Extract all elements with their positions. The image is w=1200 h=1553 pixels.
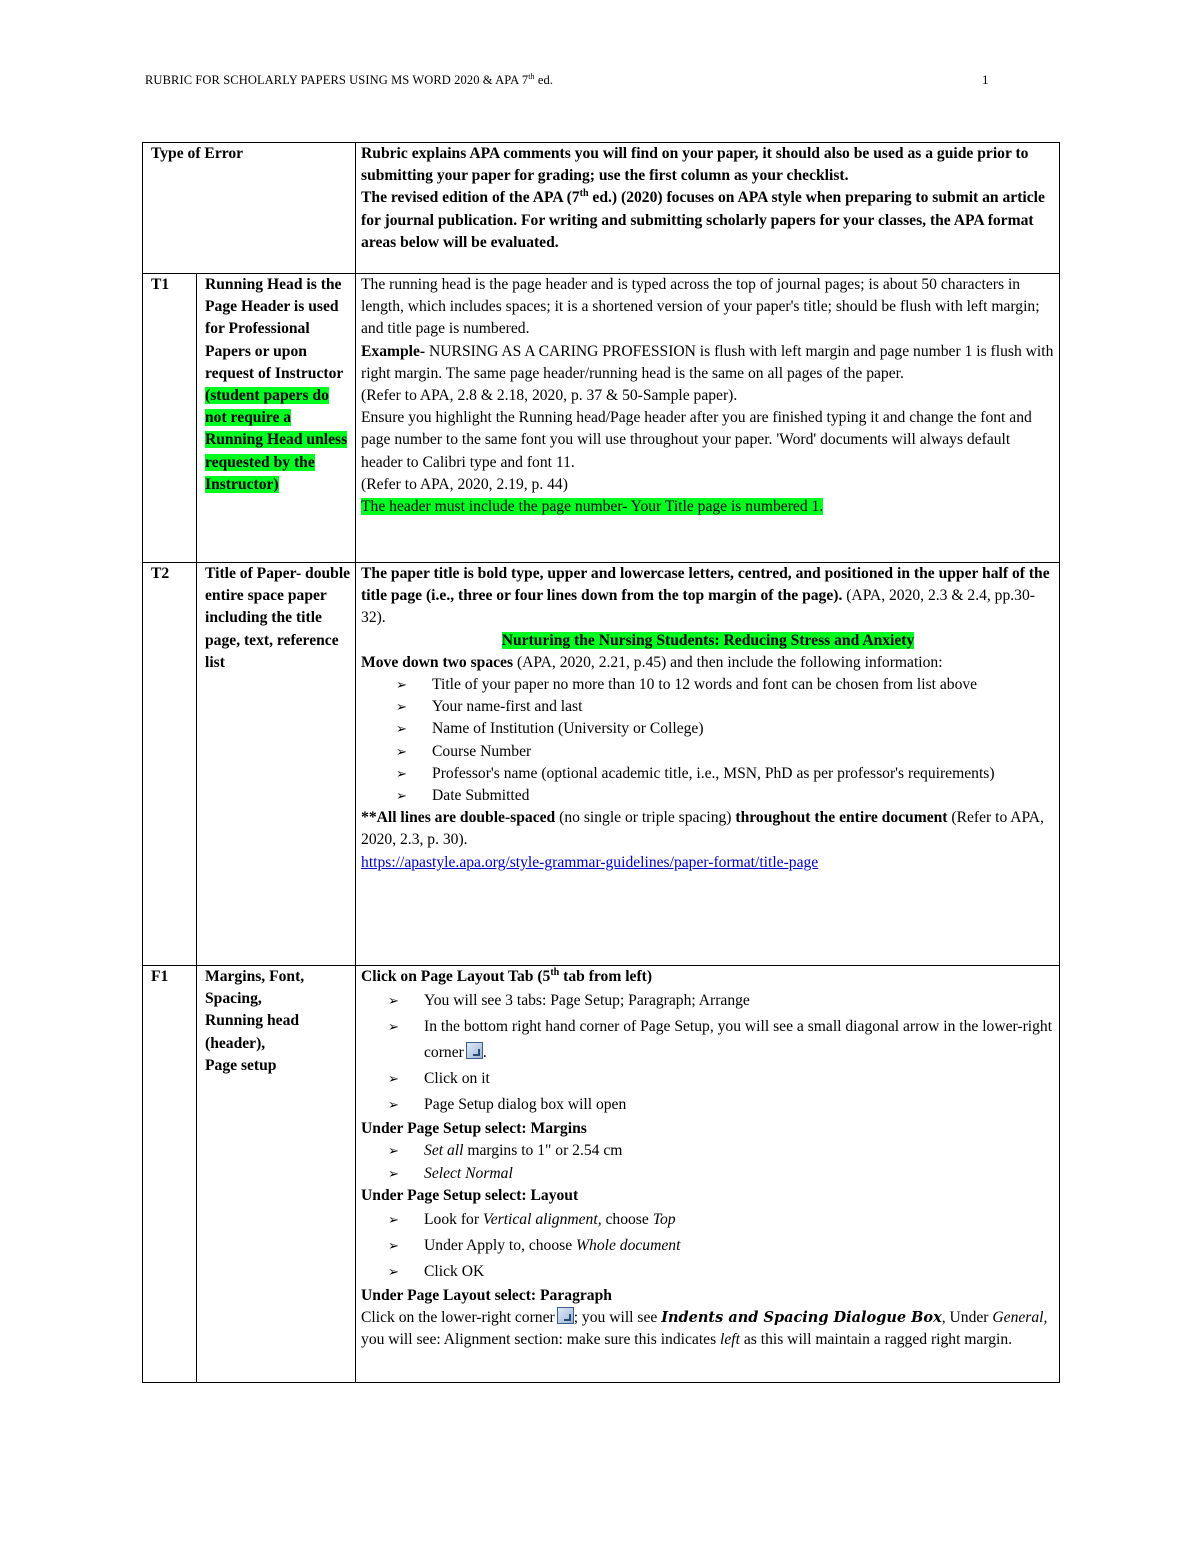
table-row-t1	[143, 274, 1060, 563]
f1-layout-list	[361, 1207, 1055, 1285]
list-item: ➢ Look for Vertical alignment, choose Top	[388, 1207, 1055, 1233]
dialog-launcher-icon	[557, 1307, 574, 1324]
table-row-t2	[143, 563, 1060, 966]
table-header-row	[143, 143, 1060, 274]
error-label-t1	[197, 274, 356, 563]
rubric-table	[142, 142, 1060, 1383]
t2-link-line	[361, 852, 1055, 874]
f1-margins-list	[361, 1140, 1055, 1184]
f1-layout-head: Under Page Setup select: Layout	[361, 1186, 579, 1204]
t1-ref-1: (Refer to APA, 2.8 & 2.18, 2020, p. 37 & 50-Sample paper).	[361, 387, 738, 405]
type-of-error-header: Type of Error	[143, 143, 356, 274]
t2-sample-title: Nurturing the Nursing Students: Reducing Stress and Anxiety	[501, 631, 915, 649]
arrow-bullet-icon: ➢	[388, 1165, 399, 1181]
arrow-bullet-icon: ➢	[396, 743, 407, 759]
error-code-t2: T2	[143, 563, 197, 966]
running-head: RUBRIC FOR SCHOLARLY PAPERS USING MS WORD 2020 & APA 7th ed.	[145, 72, 554, 88]
arrow-bullet-icon: ➢	[388, 1212, 399, 1228]
rubric-intro: Rubric explains APA comments you will find on your paper, it should also be used as a guide prior to submitting your paper for grading; use the first column as your checklist.	[361, 145, 1029, 185]
arrow-bullet-icon: ➢	[396, 765, 407, 781]
list-item: ➢ Title of your paper no more than 10 to 12 words and font can be chosen from list above	[396, 674, 1055, 696]
arrow-bullet-icon: ➢	[388, 1097, 399, 1113]
t1-highlight-note: The header must include the page number- Your Title page is numbered 1.	[361, 498, 824, 516]
t2-double-spaced: **All lines are double-spaced (no single or triple spacing) throughout the entire document (Refer to APA, 2020, 2.3, p. 30).	[361, 809, 1044, 849]
t1-desc-1: The running head is the page header and is typed across the top of journal pages; is about 50 characters in length, which includes spaces; it is a shortened version of your paper's title; should be flush with left margin; and title page is numbered.	[361, 276, 1040, 338]
f1-paragraph-head: Under Page Layout select: Paragraph	[361, 1287, 612, 1305]
error-code-t1: T1	[143, 274, 197, 563]
list-item: ➢ Click OK	[388, 1259, 1055, 1285]
arrow-bullet-icon: ➢	[396, 721, 407, 737]
t1-example: Example- NURSING AS A CARING PROFESSION is flush with left margin and page number 1 is flush with right margin. The same page header/running head is the same on all pages of the paper.	[361, 342, 1054, 382]
arrow-bullet-icon: ➢	[388, 1238, 399, 1254]
t1-label-text: Running Head is the Page Header is used for Professional Papers or upon request of Instructor	[205, 276, 344, 382]
list-item: ➢ Click on it	[388, 1066, 1055, 1092]
t1-ref-2: (Refer to APA, 2020, 2.19, p. 44)	[361, 475, 568, 493]
list-item: ➢ Name of Institution (University or College)	[396, 718, 1055, 740]
arrow-bullet-icon: ➢	[396, 677, 407, 693]
error-code-f1: F1	[143, 966, 197, 1383]
list-item: ➢ Date Submitted	[396, 785, 1055, 807]
list-item: ➢ Course Number	[396, 741, 1055, 763]
list-item: ➢ Professor's name (optional academic title, i.e., MSN, PhD as per professor's requirements)	[396, 763, 1055, 785]
list-item: ➢ You will see 3 tabs: Page Setup; Paragraph; Arrange	[388, 988, 1055, 1014]
f1-paragraph-text: Click on the lower-right corner ; you will see Indents and Spacing Dialogue Box, Under General, you will see: Alignment section: make sure this indicates left as this will maintain a ragged right margin.	[361, 1309, 1048, 1349]
list-item: ➢ Your name-first and last	[396, 696, 1055, 718]
arrow-bullet-icon: ➢	[388, 1264, 399, 1280]
arrow-bullet-icon: ➢	[396, 699, 407, 715]
arrow-bullet-icon: ➢	[388, 1071, 399, 1087]
arrow-bullet-icon: ➢	[388, 1143, 399, 1159]
description-t1	[356, 274, 1060, 563]
f1-steps-list	[361, 988, 1055, 1118]
t2-move-down: Move down two spaces (APA, 2020, 2.21, p.45) and then include the following information:	[361, 653, 943, 671]
rubric-intro-cell	[356, 143, 1060, 274]
description-f1	[356, 966, 1060, 1383]
t1-label-highlight: (student papers do not require a Running Head unless requested by the Instructor)	[205, 387, 348, 493]
f1-margins-head: Under Page Setup select: Margins	[361, 1120, 587, 1138]
arrow-bullet-icon: ➢	[396, 788, 407, 804]
list-item: ➢ In the bottom right hand corner of Page Setup, you will see a small diagonal arrow in the lower-right corner .	[388, 1014, 1055, 1066]
list-item: ➢ Select Normal	[388, 1163, 1055, 1185]
apa-title-page-link[interactable]: https://apastyle.apa.org/style-grammar-guidelines/paper-format/title-page	[361, 853, 819, 871]
list-item: ➢ Set all margins to 1" or 2.54 cm	[388, 1140, 1055, 1162]
table-row-f1	[143, 966, 1060, 1383]
t2-title-page-list	[361, 674, 1055, 807]
revised-edition-note: The revised edition of the APA (7th ed.) (2020) focuses on APA style when preparing to submit an article for journal publication. For writing and submitting scholarly papers for your classes, the APA format areas below will be evaluated.	[361, 188, 1045, 251]
arrow-bullet-icon: ➢	[388, 993, 399, 1009]
arrow-bullet-icon: ➢	[388, 1019, 399, 1035]
page-number: 1	[982, 72, 989, 87]
t1-desc-2: Ensure you highlight the Running head/Page header after you are finished typing it and change the font and page number to the same font you will use throughout your paper. 'Word' documents will always default header to Calibri type and font 11.	[361, 409, 1032, 471]
description-t2	[356, 563, 1060, 966]
error-label-f1: Margins, Font, Spacing, Running head (header), Page setup	[197, 966, 356, 1383]
list-item: ➢ Page Setup dialog box will open	[388, 1092, 1055, 1118]
t2-title-rule: The paper title is bold type, upper and lowercase letters, centred, and positioned in the upper half of the title page (i.e., three or four lines down from the top margin of the page). (APA, 2020, 2.3 & 2.4, pp.30-32).	[361, 565, 1050, 627]
f1-click-layout: Click on Page Layout Tab (5th tab from left)	[361, 966, 653, 985]
list-item: ➢ Under Apply to, choose Whole document	[388, 1233, 1055, 1259]
error-label-t2: Title of Paper- double entire space paper including the title page, text, reference list	[197, 563, 356, 966]
dialog-launcher-icon	[466, 1042, 483, 1059]
